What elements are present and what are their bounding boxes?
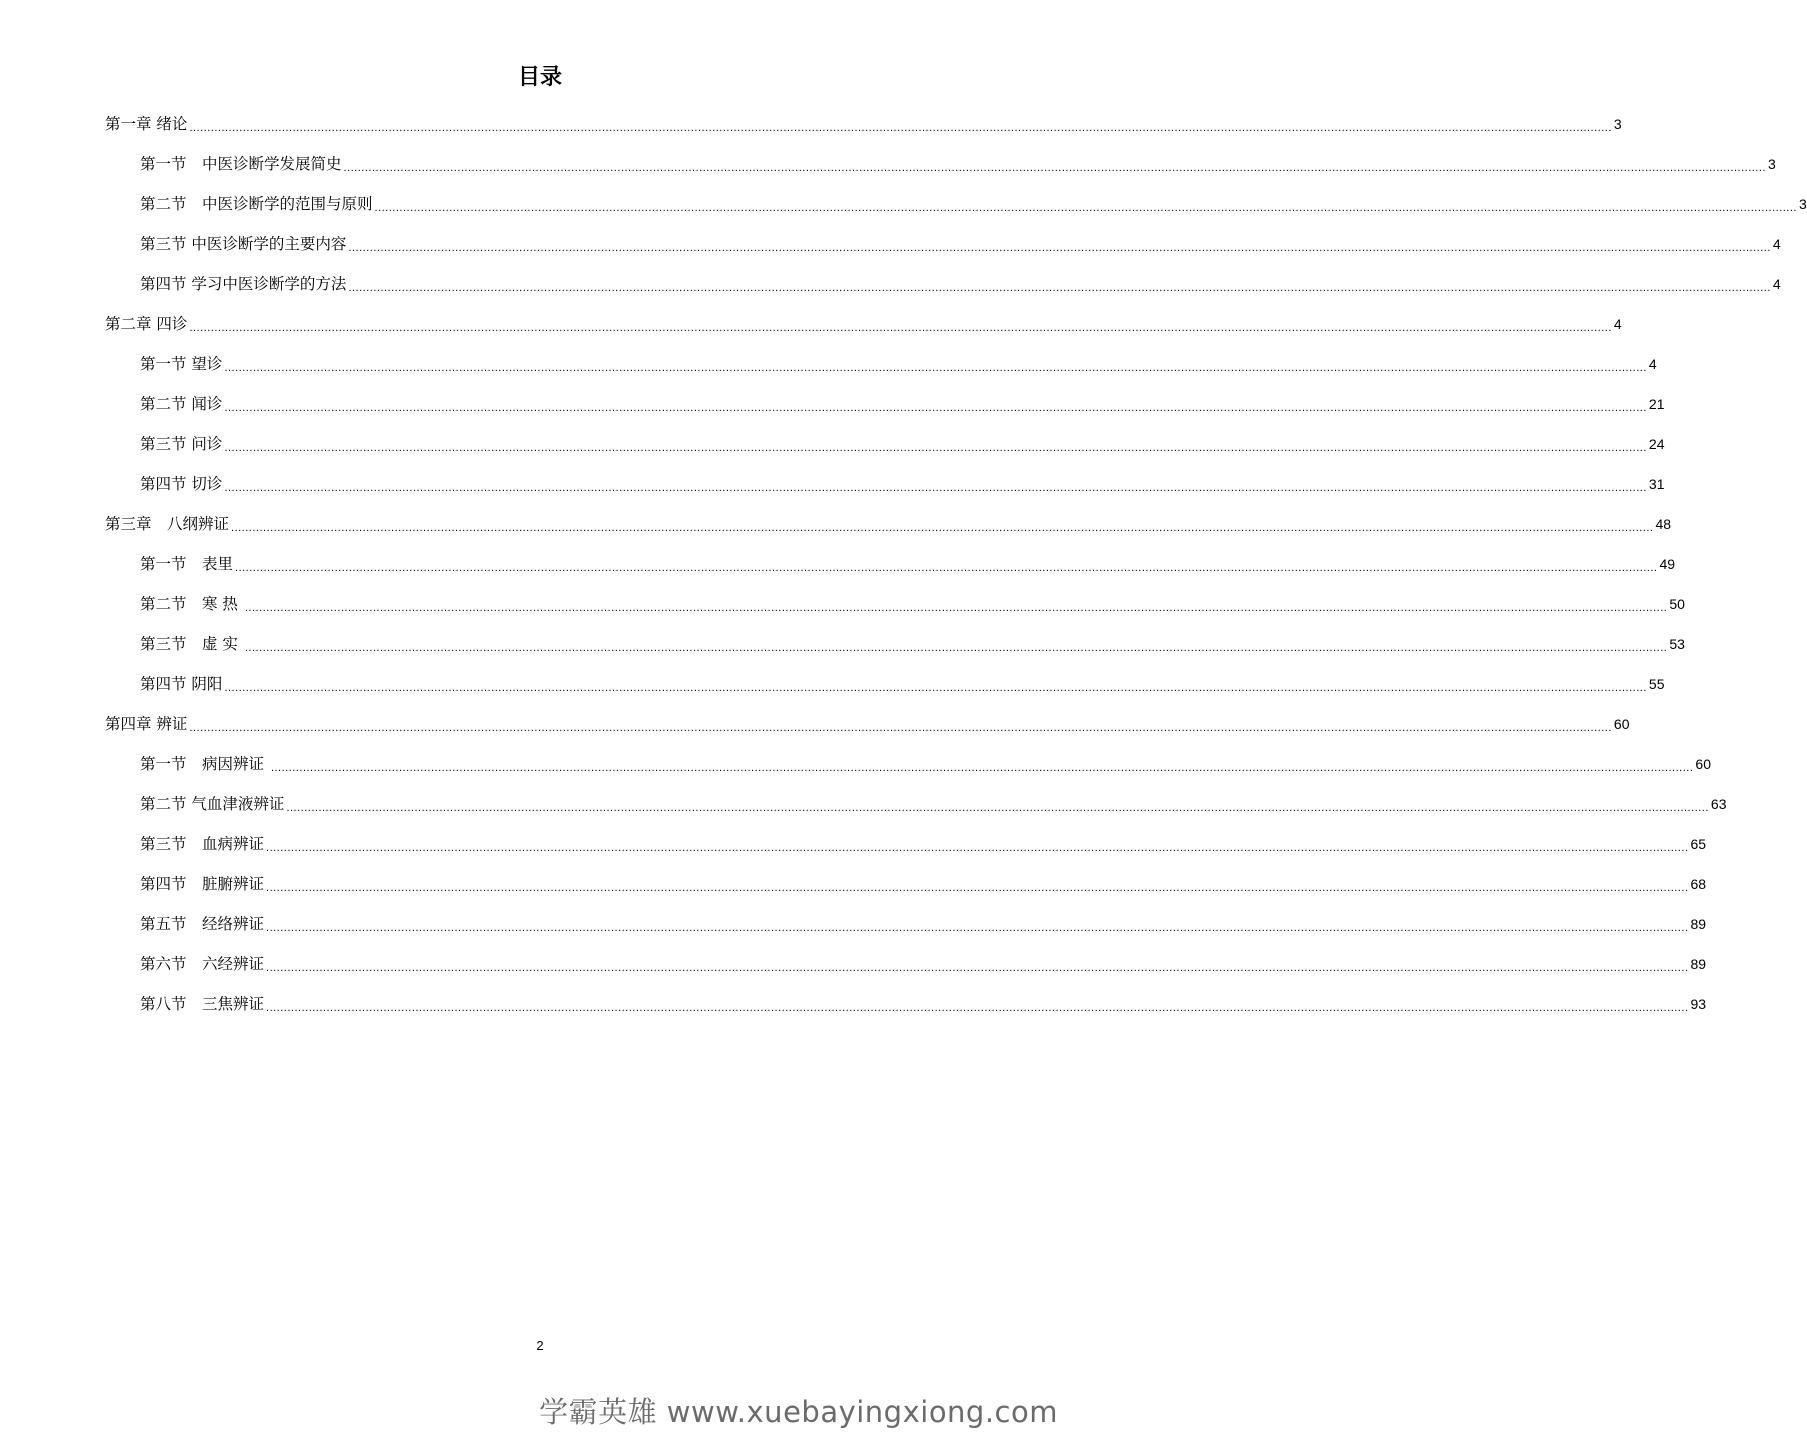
toc-entry-section[interactable] xyxy=(140,670,1665,698)
toc-entry-label: 第六节 六经辨证 xyxy=(140,955,265,973)
dot-leader: ................................................................................................................................................................................................................................................................................................................................................................................................................ xyxy=(343,162,1766,174)
toc-entry-label: 第二章 四诊 xyxy=(105,315,188,333)
toc-entry-label: 第二节 寒 热 xyxy=(140,595,243,613)
dot-leader: ................................................................................................................................................................................................................................................................................................................................................................................................................ xyxy=(348,242,1771,254)
toc-entry-page: 4 xyxy=(1648,356,1657,372)
toc-entry-page: 55 xyxy=(1648,676,1665,692)
toc-entry-label: 第三章 八纲辨证 xyxy=(105,515,230,533)
toc-entry-label: 第三节 虚 实 xyxy=(140,635,243,653)
toc-entry-section[interactable] xyxy=(140,790,1727,818)
toc-entry-label: 第一节 望诊 xyxy=(140,355,223,373)
toc-entry-label: 第五节 经络辨证 xyxy=(140,915,265,933)
toc-entry-page: 4 xyxy=(1772,276,1781,292)
toc-entry-page: 89 xyxy=(1690,916,1707,932)
toc-entry-page: 31 xyxy=(1648,476,1665,492)
toc-entry-section[interactable] xyxy=(140,550,1676,578)
toc-entry-section[interactable] xyxy=(140,830,1707,858)
dot-leader: ................................................................................................................................................................................................................................................................................................................................................................................................................ xyxy=(235,562,1658,574)
toc-entry-label: 第八节 三焦辨证 xyxy=(140,995,265,1013)
toc-entry-page: 24 xyxy=(1648,436,1665,452)
toc-entry-page: 4 xyxy=(1613,316,1622,332)
toc-entry-page: 53 xyxy=(1669,636,1685,652)
toc-entry-label: 第一节 病因辨证 xyxy=(140,755,269,773)
toc-entry-page: 68 xyxy=(1690,876,1707,892)
toc-entry-section[interactable] xyxy=(140,350,1657,378)
toc-entry-section[interactable] xyxy=(140,990,1707,1018)
toc-entry-label: 第四节 脏腑辨证 xyxy=(140,875,265,893)
toc-entry-label: 第三节 血病辨证 xyxy=(140,835,265,853)
toc-entry-section[interactable] xyxy=(140,910,1707,938)
toc-entry-page: 48 xyxy=(1655,516,1672,532)
toc-entry-page: 3 xyxy=(1798,196,1807,212)
toc-entry-page: 65 xyxy=(1690,836,1707,852)
toc-entry-section[interactable] xyxy=(140,630,1685,658)
dot-leader: ................................................................................................................................................................................................................................................................................................................................................................................................................ xyxy=(224,362,1647,374)
dot-leader: ................................................................................................................................................................................................................................................................................................................................................................................................................ xyxy=(224,482,1647,494)
site-watermark: 学霸英雄 www.xuebayingxiong.com xyxy=(539,1395,1058,1429)
toc-entry-label: 第三节 问诊 xyxy=(140,435,223,453)
toc-entry-page: 4 xyxy=(1772,236,1781,252)
toc-entry-page: 60 xyxy=(1613,716,1630,732)
toc-entry-section[interactable] xyxy=(140,150,1776,178)
dot-leader: ................................................................................................................................................................................................................................................................................................................................................................................................................ xyxy=(348,282,1771,294)
dot-leader: ................................................................................................................................................................................................................................................................................................................................................................................................................ xyxy=(244,602,1668,614)
toc-entry-label: 第四节 切诊 xyxy=(140,475,223,493)
dot-leader: ................................................................................................................................................................................................................................................................................................................................................................................................................ xyxy=(266,1002,1689,1014)
toc-entry-section[interactable] xyxy=(140,390,1665,418)
toc-entry-section[interactable] xyxy=(140,430,1665,458)
toc-entry-chapter[interactable] xyxy=(105,510,1672,538)
page-number: 2 xyxy=(536,1338,544,1353)
dot-leader: ................................................................................................................................................................................................................................................................................................................................................................................................................ xyxy=(189,322,1612,334)
dot-leader: ................................................................................................................................................................................................................................................................................................................................................................................................................ xyxy=(286,802,1709,814)
toc-entry-page: 50 xyxy=(1669,596,1685,612)
toc-entry-page: 3 xyxy=(1767,156,1776,172)
dot-leader: ................................................................................................................................................................................................................................................................................................................................................................................................................ xyxy=(189,122,1612,134)
dot-leader: ................................................................................................................................................................................................................................................................................................................................................................................................................ xyxy=(189,722,1612,734)
toc-entry-label: 第一章 绪论 xyxy=(105,115,188,133)
dot-leader: ................................................................................................................................................................................................................................................................................................................................................................................................................ xyxy=(224,402,1647,414)
dot-leader: ................................................................................................................................................................................................................................................................................................................................................................................................................ xyxy=(224,442,1647,454)
toc-entry-label: 第二节 闻诊 xyxy=(140,395,223,413)
dot-leader: ................................................................................................................................................................................................................................................................................................................................................................................................................ xyxy=(244,642,1668,654)
toc-entry-section[interactable] xyxy=(140,190,1807,218)
toc-entry-label: 第四节 阴阳 xyxy=(140,675,223,693)
toc-entry-label: 第一节 表里 xyxy=(140,555,234,573)
toc-entry-page: 60 xyxy=(1695,756,1711,772)
toc-entry-section[interactable] xyxy=(140,870,1707,898)
toc-entry-section[interactable] xyxy=(140,750,1711,778)
toc-entry-page: 89 xyxy=(1690,956,1707,972)
toc-entry-page: 3 xyxy=(1613,116,1622,132)
dot-leader: ................................................................................................................................................................................................................................................................................................................................................................................................................ xyxy=(266,882,1689,894)
toc-entry-chapter[interactable] xyxy=(105,710,1630,738)
dot-leader: ................................................................................................................................................................................................................................................................................................................................................................................................................ xyxy=(224,682,1647,694)
toc-entry-section[interactable] xyxy=(140,470,1665,498)
toc-entry-section[interactable] xyxy=(140,230,1781,258)
dot-leader: ................................................................................................................................................................................................................................................................................................................................................................................................................ xyxy=(266,962,1689,974)
toc-entry-page: 49 xyxy=(1659,556,1676,572)
dot-leader: ................................................................................................................................................................................................................................................................................................................................................................................................................ xyxy=(266,922,1689,934)
toc-entry-label: 第一节 中医诊断学发展简史 xyxy=(140,155,342,173)
dot-leader: ................................................................................................................................................................................................................................................................................................................................................................................................................ xyxy=(374,202,1797,214)
toc-entry-section[interactable] xyxy=(140,590,1685,618)
toc-entry-label: 第四节 学习中医诊断学的方法 xyxy=(140,275,347,293)
toc-entry-section[interactable] xyxy=(140,950,1707,978)
toc-entry-label: 第二节 中医诊断学的范围与原则 xyxy=(140,195,373,213)
toc-entry-page: 21 xyxy=(1648,396,1665,412)
toc-entry-label: 第三节 中医诊断学的主要内容 xyxy=(140,235,347,253)
toc-entry-chapter[interactable] xyxy=(105,310,1622,338)
dot-leader: ................................................................................................................................................................................................................................................................................................................................................................................................................ xyxy=(266,842,1689,854)
dot-leader: ................................................................................................................................................................................................................................................................................................................................................................................................................ xyxy=(270,762,1694,774)
page-title: 目录 xyxy=(517,65,562,90)
toc-entry-label: 第二节 气血津液辨证 xyxy=(140,795,285,813)
toc-entry-section[interactable] xyxy=(140,270,1781,298)
toc-entry-page: 93 xyxy=(1690,996,1707,1012)
toc-entry-chapter[interactable] xyxy=(105,110,1622,138)
toc-entry-label: 第四章 辨证 xyxy=(105,715,188,733)
toc-entry-page: 63 xyxy=(1710,796,1727,812)
dot-leader: ................................................................................................................................................................................................................................................................................................................................................................................................................ xyxy=(231,522,1654,534)
